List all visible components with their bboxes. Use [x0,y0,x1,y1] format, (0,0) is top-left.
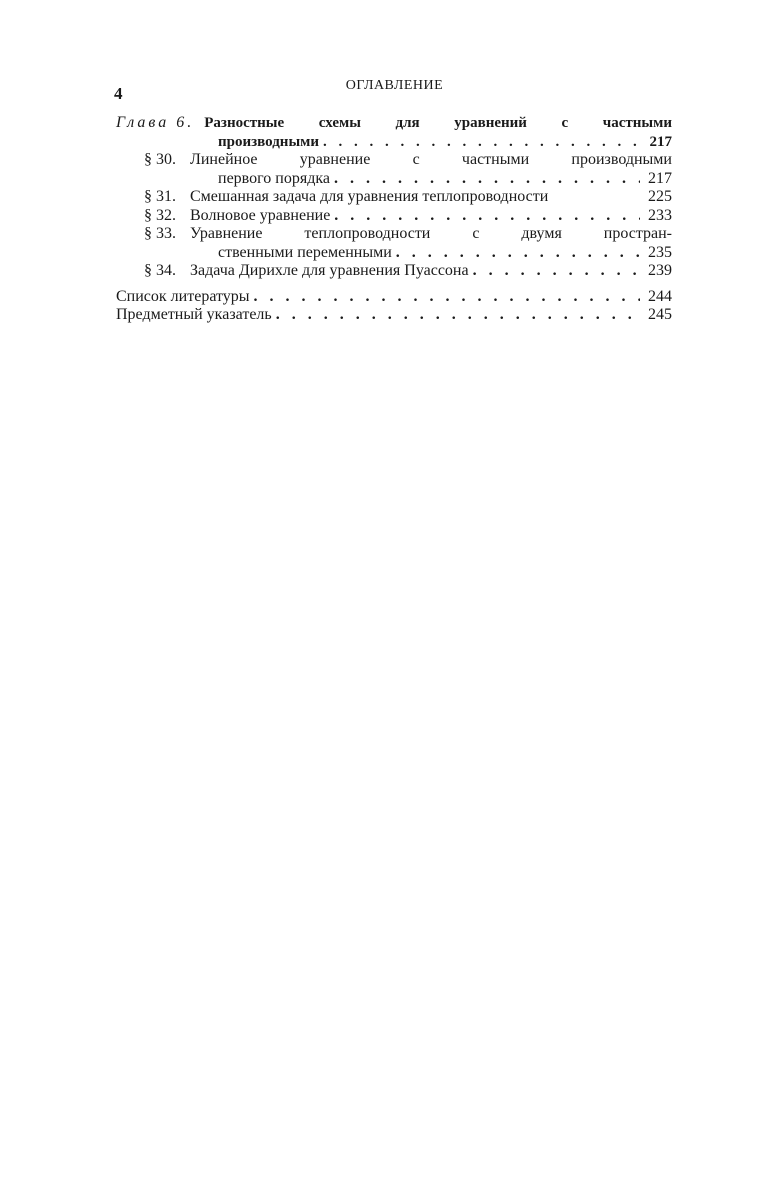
leader-dots [319,133,640,152]
toc-section-34[interactable] [116,262,672,281]
section-title-line2: ственными переменными [218,243,392,261]
section-page: 239 [648,262,672,279]
section-page: 235 [648,243,672,261]
toc-bibliography[interactable] [116,288,672,307]
entry-page: 245 [648,306,672,323]
running-title: ОГЛАВЛЕНИЕ [345,78,444,93]
section-number: § 30. [144,151,176,168]
section-number: § 33. [144,225,176,242]
entry-title: Предметный указатель [116,306,272,323]
section-number: § 34. [144,262,176,279]
leader-dots [392,244,640,263]
toc-section-32[interactable] [116,207,672,226]
leader-dots [330,170,640,189]
leader-dots [250,288,640,307]
section-title-line1: Линейное уравнение с частными производными [190,151,672,168]
leader-dots [330,207,640,226]
section-number: § 31. [144,188,176,205]
chapter-title-line2: производными [218,133,320,150]
toc-section-30[interactable] [116,151,672,188]
chapter-label: Глава 6. [116,114,195,131]
section-page: 225 [648,188,672,205]
page-number: 4 [114,84,123,103]
leader-dots [272,306,640,325]
section-title-line1: Задача Дирихле для уравнения Пуассона [190,262,469,279]
chapter-title-line1: Разностные схемы для уравнений с частными [204,115,672,131]
toc-section-33[interactable] [116,225,672,262]
entry-title: Список литературы [116,287,250,305]
section-title-line1: Уравнение теплопроводности с двумя простран- [190,225,672,242]
leader-dots [469,262,640,281]
toc-section-31[interactable] [116,188,672,207]
section-title-line1: Смешанная задача для уравнения теплопроводности [190,188,549,205]
toc-chapter-6[interactable] [116,114,672,151]
section-number: § 32. [144,206,176,224]
toc-subject-index[interactable] [116,306,672,325]
table-of-contents [116,114,672,325]
section-title-line2: первого порядка [218,169,330,187]
section-page: 233 [648,206,672,224]
entry-page: 244 [648,287,672,305]
section-title-line1: Волновое уравнение [190,206,331,224]
section-page: 217 [648,169,672,187]
chapter-page: 217 [649,133,672,150]
